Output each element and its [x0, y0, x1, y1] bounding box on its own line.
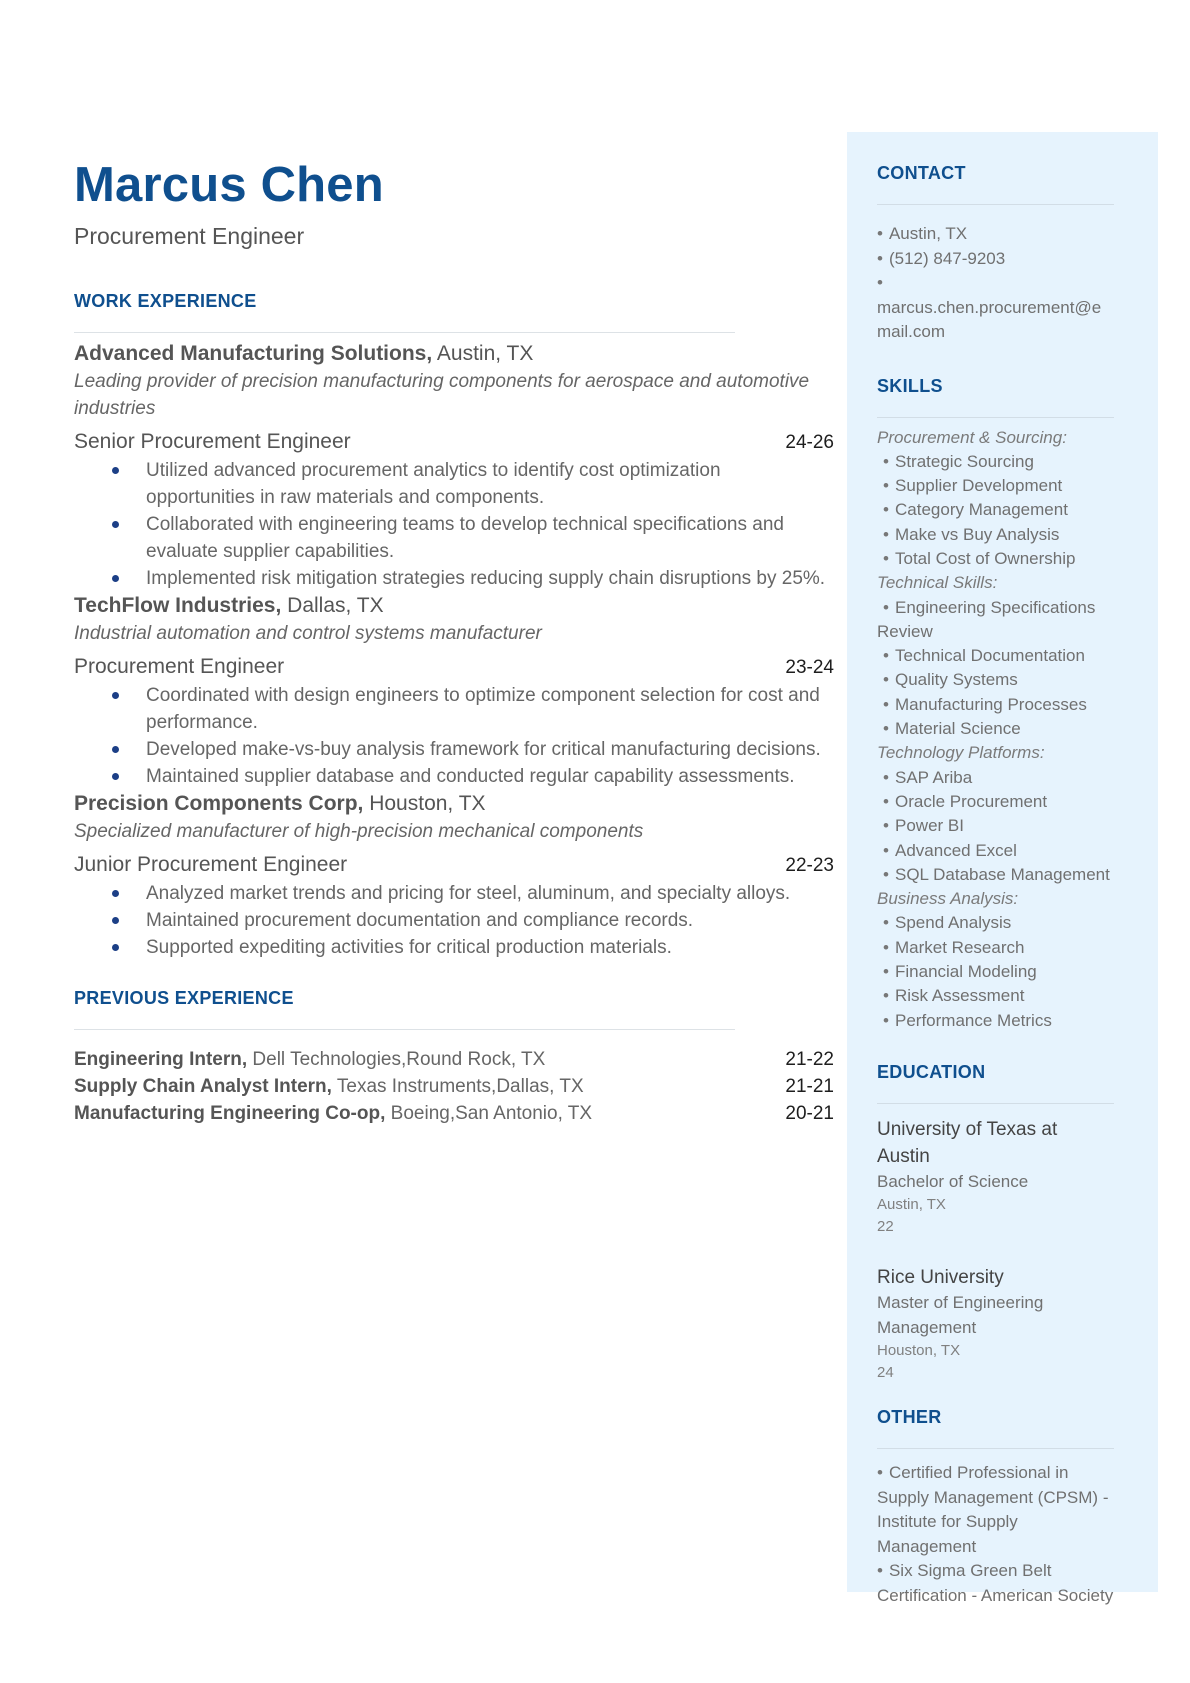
skill-label: Engineering Specifications: [895, 597, 1096, 617]
skill-category: Procurement & Sourcing:: [877, 427, 1067, 447]
contact-block: [877, 222, 1129, 345]
skill-label: Make vs Buy Analysis: [895, 524, 1060, 544]
skill-label: Power BI: [895, 816, 964, 836]
bullet-icon: [112, 467, 119, 474]
previous-title: Engineering Intern,: [74, 1049, 248, 1070]
sidebar: [847, 132, 1158, 1605]
certification-line: Institute for Supply: [877, 1512, 1018, 1532]
bullet-icon: •: [883, 597, 889, 617]
achievement-text: Maintained procurement documentation and compliance records.: [146, 910, 694, 931]
previous-dates: 20-21: [785, 1103, 834, 1124]
bullet-icon: •: [883, 767, 889, 787]
skill-label: Financial Modeling: [895, 962, 1037, 982]
bullet-icon: •: [883, 451, 889, 471]
bullet-icon: •: [883, 1010, 889, 1030]
graduation-year: 24: [877, 1364, 894, 1382]
company-line: [74, 340, 834, 368]
skill-item: [877, 936, 1129, 960]
certification-entry: [877, 1461, 1129, 1559]
achievement-text: Supported expediting activities for critical production materials.: [146, 937, 672, 958]
skill-label: SAP Ariba: [895, 767, 973, 787]
candidate-name: Marcus Chen: [74, 158, 384, 212]
skill-label: SQL Database Management: [895, 864, 1110, 884]
job-entry: [74, 592, 834, 790]
bullet-icon: •: [883, 840, 889, 860]
achievement-item: [74, 934, 834, 961]
bullet-icon: [112, 521, 119, 528]
section-divider: [877, 417, 1114, 418]
previous-dates: 21-22: [785, 1049, 834, 1070]
bullet-icon: [112, 944, 119, 951]
previous-organization: Texas Instruments,Dallas, TX: [331, 1076, 584, 1097]
role-dates: 24-26: [785, 432, 834, 453]
certification-text: [877, 1535, 1129, 1560]
skill-item: [877, 498, 1129, 522]
previous-position: [74, 1046, 545, 1073]
education-location: Austin, TX: [877, 1196, 946, 1214]
company-location: Austin, TX: [432, 342, 534, 365]
bullet-icon: [112, 890, 119, 897]
achievement-item: [74, 457, 834, 511]
school-name: Rice University: [877, 1267, 1004, 1289]
achievement-text: Implemented risk mitigation strategies reducing supply chain disruptions by 25%.: [146, 568, 826, 589]
achievement-item: [74, 763, 834, 790]
skill-label: Market Research: [895, 937, 1025, 957]
company-name: Advanced Manufacturing Solutions,: [74, 342, 433, 365]
achievement-list: [74, 682, 834, 790]
bullet-icon: •: [883, 476, 889, 496]
skill-label: Material Science: [895, 719, 1021, 739]
achievement-text: Developed make-vs-buy analysis framework for critical manufacturing decisions.: [146, 739, 821, 760]
education-list: [877, 1116, 1129, 1385]
bullet-icon: •: [883, 986, 889, 1006]
achievement-item: [74, 880, 834, 907]
contact-email[interactable]: • marcus.chen.procurement@e mail.com: [877, 273, 1102, 341]
bullet-icon: •: [883, 937, 889, 957]
bullet-icon: •: [883, 816, 889, 836]
company-name: Precision Components Corp,: [74, 792, 364, 815]
education-entry: [877, 1116, 1129, 1239]
previous-row: [74, 1046, 834, 1073]
company-location: Dallas, TX: [281, 594, 384, 617]
skill-item: [877, 523, 1129, 547]
previous-position: [74, 1100, 592, 1127]
certification-line: Management: [877, 1536, 977, 1556]
other-heading: OTHER: [877, 1407, 942, 1428]
achievement-text: Maintained supplier database and conducted regular capability assessments.: [146, 766, 795, 787]
bullet-icon: [112, 773, 119, 780]
certification-text: [877, 1486, 1129, 1511]
certification-line: Certification - American Society: [877, 1585, 1114, 1605]
bullet-icon: •: [883, 646, 889, 666]
skill-item: [877, 717, 1129, 741]
work-experience-heading: WORK EXPERIENCE: [74, 291, 257, 311]
graduation-year: 22: [877, 1218, 894, 1236]
skill-label: Strategic Sourcing: [895, 451, 1034, 471]
previous-row: [74, 1073, 834, 1100]
candidate-title: Procurement Engineer: [74, 223, 305, 249]
main-column: [74, 155, 834, 1127]
bullet-icon: •: [883, 791, 889, 811]
bullet-icon: •: [877, 1463, 883, 1483]
certification-text: [877, 1559, 1129, 1584]
company-line: [74, 790, 834, 818]
skill-label: Total Cost of Ownership: [895, 548, 1076, 568]
skill-item: [877, 474, 1129, 498]
skill-category: Technical Skills:: [877, 573, 998, 593]
section-divider: [877, 1448, 1114, 1449]
achievement-item: [74, 907, 834, 934]
bullet-icon: [112, 746, 119, 753]
skill-label: Performance Metrics: [895, 1010, 1052, 1030]
skill-item: [877, 668, 1129, 692]
company-description: Industrial automation and control systems manufacturer: [74, 623, 542, 644]
bullet-icon: •: [883, 524, 889, 544]
skill-item: [877, 596, 1129, 620]
role-row: [74, 851, 834, 880]
section-divider: [877, 204, 1114, 205]
bullet-icon: •: [883, 670, 889, 690]
other-list: [877, 1461, 1129, 1608]
skill-item: [877, 790, 1129, 814]
achievement-item: [74, 736, 834, 763]
skill-item: [877, 450, 1129, 474]
achievement-item: [74, 682, 834, 736]
section-divider: [74, 332, 735, 333]
skill-category: Business Analysis:: [877, 889, 1019, 909]
skill-item: [877, 863, 1129, 887]
skill-label: Oracle Procurement: [895, 791, 1048, 811]
skill-item: [877, 839, 1129, 863]
job-entry: [74, 790, 834, 961]
achievement-text: Utilized advanced procurement analytics to identify cost optimization opportunities in raw materials and components.: [146, 460, 721, 508]
previous-dates: 21-21: [785, 1076, 834, 1097]
achievement-list: [74, 880, 834, 961]
certification-line: Certified Professional in: [888, 1463, 1069, 1483]
previous-experience-heading: PREVIOUS EXPERIENCE: [74, 988, 294, 1008]
job-entry: [74, 340, 834, 592]
achievement-item: [74, 511, 834, 565]
skill-item: [877, 766, 1129, 790]
role-row: [74, 653, 834, 682]
role-dates: 23-24: [785, 657, 834, 678]
achievement-text: Analyzed market trends and pricing for steel, aluminum, and specialty alloys.: [146, 883, 791, 904]
degree-continued: Management: [877, 1317, 977, 1337]
skill-item: [877, 814, 1129, 838]
company-description: Specialized manufacturer of high-precision mechanical components: [74, 821, 644, 842]
role-row: [74, 428, 834, 457]
skill-item: [877, 960, 1129, 984]
education-location: Houston, TX: [877, 1342, 961, 1360]
bullet-icon: •: [883, 548, 889, 568]
certification-text: [877, 1584, 1129, 1609]
contact-phone: • (512) 847-9203: [877, 248, 1006, 268]
skill-label: Technical Documentation: [895, 646, 1085, 666]
skill-item: [877, 911, 1129, 935]
skill-item-continued: Review: [877, 621, 933, 641]
previous-position: [74, 1073, 584, 1100]
bullet-icon: •: [883, 864, 889, 884]
section-divider: [877, 1103, 1114, 1104]
school-name-continued: Austin: [877, 1145, 930, 1167]
skill-item: [877, 644, 1129, 668]
achievement-item: [74, 565, 834, 592]
school-name: University of Texas at: [877, 1118, 1058, 1140]
skill-label: Quality Systems: [895, 670, 1018, 690]
skill-label: Category Management: [895, 500, 1068, 520]
bullet-icon: [112, 575, 119, 582]
bullet-icon: •: [883, 694, 889, 714]
previous-experience-list: [74, 1046, 834, 1127]
bullet-icon: •: [883, 500, 889, 520]
bullet-icon: •: [883, 913, 889, 933]
bullet-icon: •: [877, 1561, 883, 1581]
education-entry: [877, 1264, 1129, 1384]
work-experience-list: [74, 340, 834, 961]
company-line: [74, 592, 834, 620]
skills-list: [877, 426, 1129, 1033]
previous-organization: Boeing,San Antonio, TX: [385, 1103, 593, 1124]
degree: Master of Engineering: [877, 1293, 1044, 1313]
degree: Bachelor of Science: [877, 1171, 1029, 1191]
section-divider: [74, 1029, 735, 1030]
skill-category: Technology Platforms:: [877, 743, 1045, 763]
achievement-list: [74, 457, 834, 592]
previous-title: Manufacturing Engineering Co-op,: [74, 1103, 386, 1124]
skill-item: [877, 984, 1129, 1008]
contact-heading: CONTACT: [877, 163, 966, 183]
company-description: Leading provider of precision manufacturing components for aerospace and automotive industries: [74, 371, 810, 419]
certification-line: Six Sigma Green Belt: [888, 1561, 1052, 1581]
previous-organization: Dell Technologies,Round Rock, TX: [247, 1049, 546, 1070]
skill-label: Supplier Development: [895, 476, 1063, 496]
bullet-icon: [112, 692, 119, 699]
company-location: Houston, TX: [363, 792, 486, 815]
skill-item: [877, 693, 1129, 717]
certification-text: [877, 1510, 1129, 1535]
role-title: Senior Procurement Engineer: [74, 430, 351, 453]
bullet-icon: •: [883, 719, 889, 739]
role-title: Junior Procurement Engineer: [74, 853, 348, 876]
skill-label: Manufacturing Processes: [895, 694, 1087, 714]
skill-item: [877, 547, 1129, 571]
skills-heading: SKILLS: [877, 375, 943, 396]
previous-row: [74, 1100, 834, 1127]
bullet-icon: •: [883, 962, 889, 982]
skill-label: Advanced Excel: [895, 840, 1017, 860]
bullet-icon: [112, 917, 119, 924]
skill-item: [877, 1009, 1129, 1033]
contact-location: • Austin, TX: [877, 224, 968, 243]
certification-entry: [877, 1559, 1129, 1608]
skill-label: Spend Analysis: [895, 913, 1012, 933]
company-name: TechFlow Industries,: [74, 594, 282, 617]
role-dates: 22-23: [785, 855, 834, 876]
achievement-text: Coordinated with design engineers to optimize component selection for cost and performance.: [146, 685, 820, 733]
achievement-text: Collaborated with engineering teams to develop technical specifications and evaluate supplier capabilities.: [146, 514, 784, 562]
education-heading: EDUCATION: [877, 1061, 986, 1082]
skill-label: Risk Assessment: [895, 986, 1025, 1006]
certification-line: Supply Management (CPSM) -: [877, 1487, 1109, 1507]
sidebar-content: [877, 162, 1129, 1608]
previous-title: Supply Chain Analyst Intern,: [74, 1076, 332, 1097]
role-title: Procurement Engineer: [74, 655, 285, 678]
certification-text: [877, 1461, 1129, 1486]
